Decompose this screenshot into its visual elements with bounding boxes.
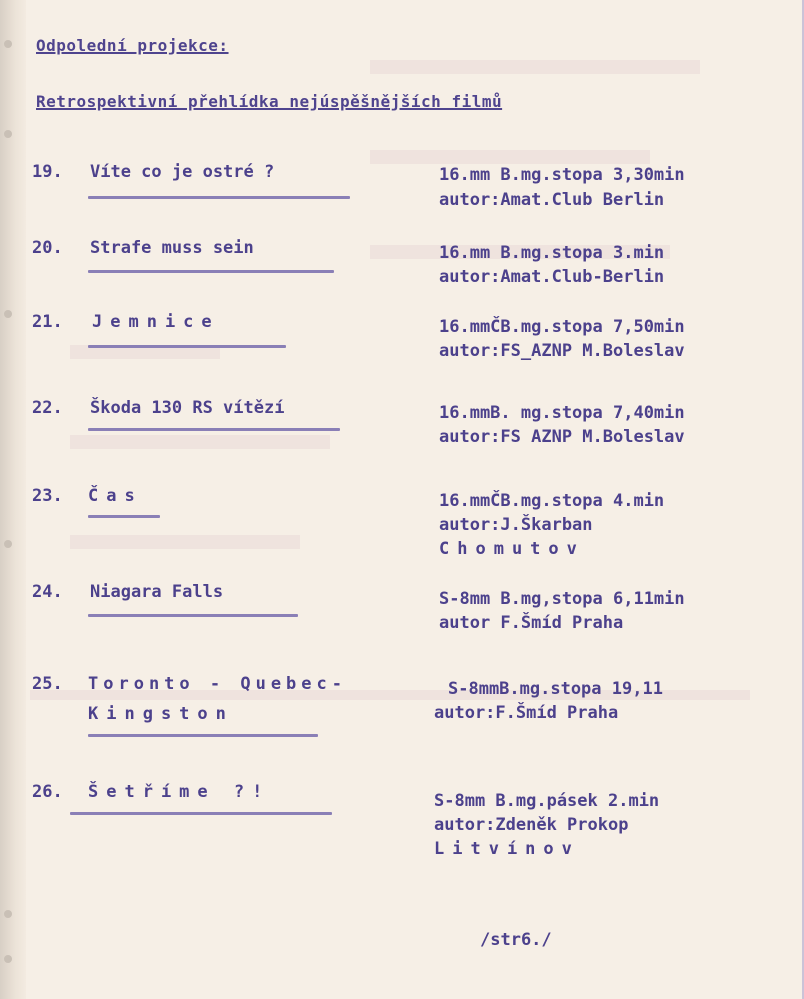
underline-rule (88, 428, 340, 431)
entry-location: Chomutov (439, 539, 585, 559)
entry-title: Toronto - Quebec- (88, 674, 347, 694)
entry-number: 22. (32, 398, 63, 418)
punch-hole (4, 40, 12, 48)
entry-spec: 16.mm B.mg.stopa 3,30min (439, 165, 685, 185)
entry-author: autor:Zdeněk Prokop (434, 815, 629, 835)
entry-title: Čas (88, 486, 143, 506)
entry-author: autor:FS_AZNP M.Boleslav (439, 341, 685, 361)
entry-spec: 16.mmČB.mg.stopa 7,50min (439, 317, 685, 337)
entry-number: 21. (32, 312, 63, 332)
underline-rule (88, 614, 298, 617)
bleed-through-mark (370, 60, 700, 74)
entry-number: 25. (32, 674, 63, 694)
entry-author: autor:J.Škarban (439, 515, 593, 535)
entry-location: Litvínov (434, 839, 580, 859)
entry-number: 20. (32, 238, 63, 258)
underline-rule (88, 196, 350, 199)
entry-author: autor:Amat.Club Berlin (439, 190, 665, 210)
entry-author: autor:FS AZNP M.Boleslav (439, 427, 685, 447)
underline-rule (88, 345, 286, 348)
entry-spec: S-8mmB.mg.stopa 19,11 (448, 679, 663, 699)
bleed-through-mark (370, 150, 650, 164)
entry-author: autor:Amat.Club-Berlin (439, 267, 665, 287)
entry-title: Jemnice (92, 312, 220, 332)
entry-spec: 16.mmČB.mg.stopa 4.min (439, 491, 665, 511)
entry-title: Šetříme ?! (88, 782, 271, 802)
header-line-1: Odpolední projekce: (36, 36, 229, 55)
punch-hole (4, 130, 12, 138)
entry-spec: 16.mm B.mg.stopa 3.min (439, 243, 665, 263)
bleed-through-mark (70, 535, 300, 549)
left-margin-strip (0, 0, 26, 999)
entry-title: Niagara Falls (90, 582, 224, 602)
punch-hole (4, 955, 12, 963)
entry-title: Strafe muss sein (90, 238, 254, 258)
entry-spec: S-8mm B.mg.pásek 2.min (434, 791, 660, 811)
page-number: /str6./ (480, 930, 552, 950)
entry-number: 23. (32, 486, 63, 506)
entry-number: 24. (32, 582, 63, 602)
punch-hole (4, 540, 12, 548)
entry-number: 26. (32, 782, 63, 802)
entry-author: autor:F.Šmíd Praha (434, 703, 619, 723)
bleed-through-mark (70, 435, 330, 449)
underline-rule (70, 812, 332, 815)
entry-title-continued: Kingston (88, 704, 234, 724)
entry-title: Škoda 130 RS vítězí (90, 398, 285, 418)
punch-hole (4, 910, 12, 918)
entry-author: autor F.Šmíd Praha (439, 613, 624, 633)
entry-title: Víte co je ostré ? (90, 162, 275, 182)
header-line-2: Retrospektivní přehlídka nejúspěšnějších filmů (36, 92, 503, 111)
underline-rule (88, 270, 334, 273)
entry-number: 19. (32, 162, 63, 182)
underline-rule (88, 515, 160, 518)
punch-hole (4, 310, 12, 318)
entry-spec: S-8mm B.mg,stopa 6,11min (439, 589, 685, 609)
entry-spec: 16.mmB. mg.stopa 7,40min (439, 403, 685, 423)
underline-rule (88, 734, 318, 737)
